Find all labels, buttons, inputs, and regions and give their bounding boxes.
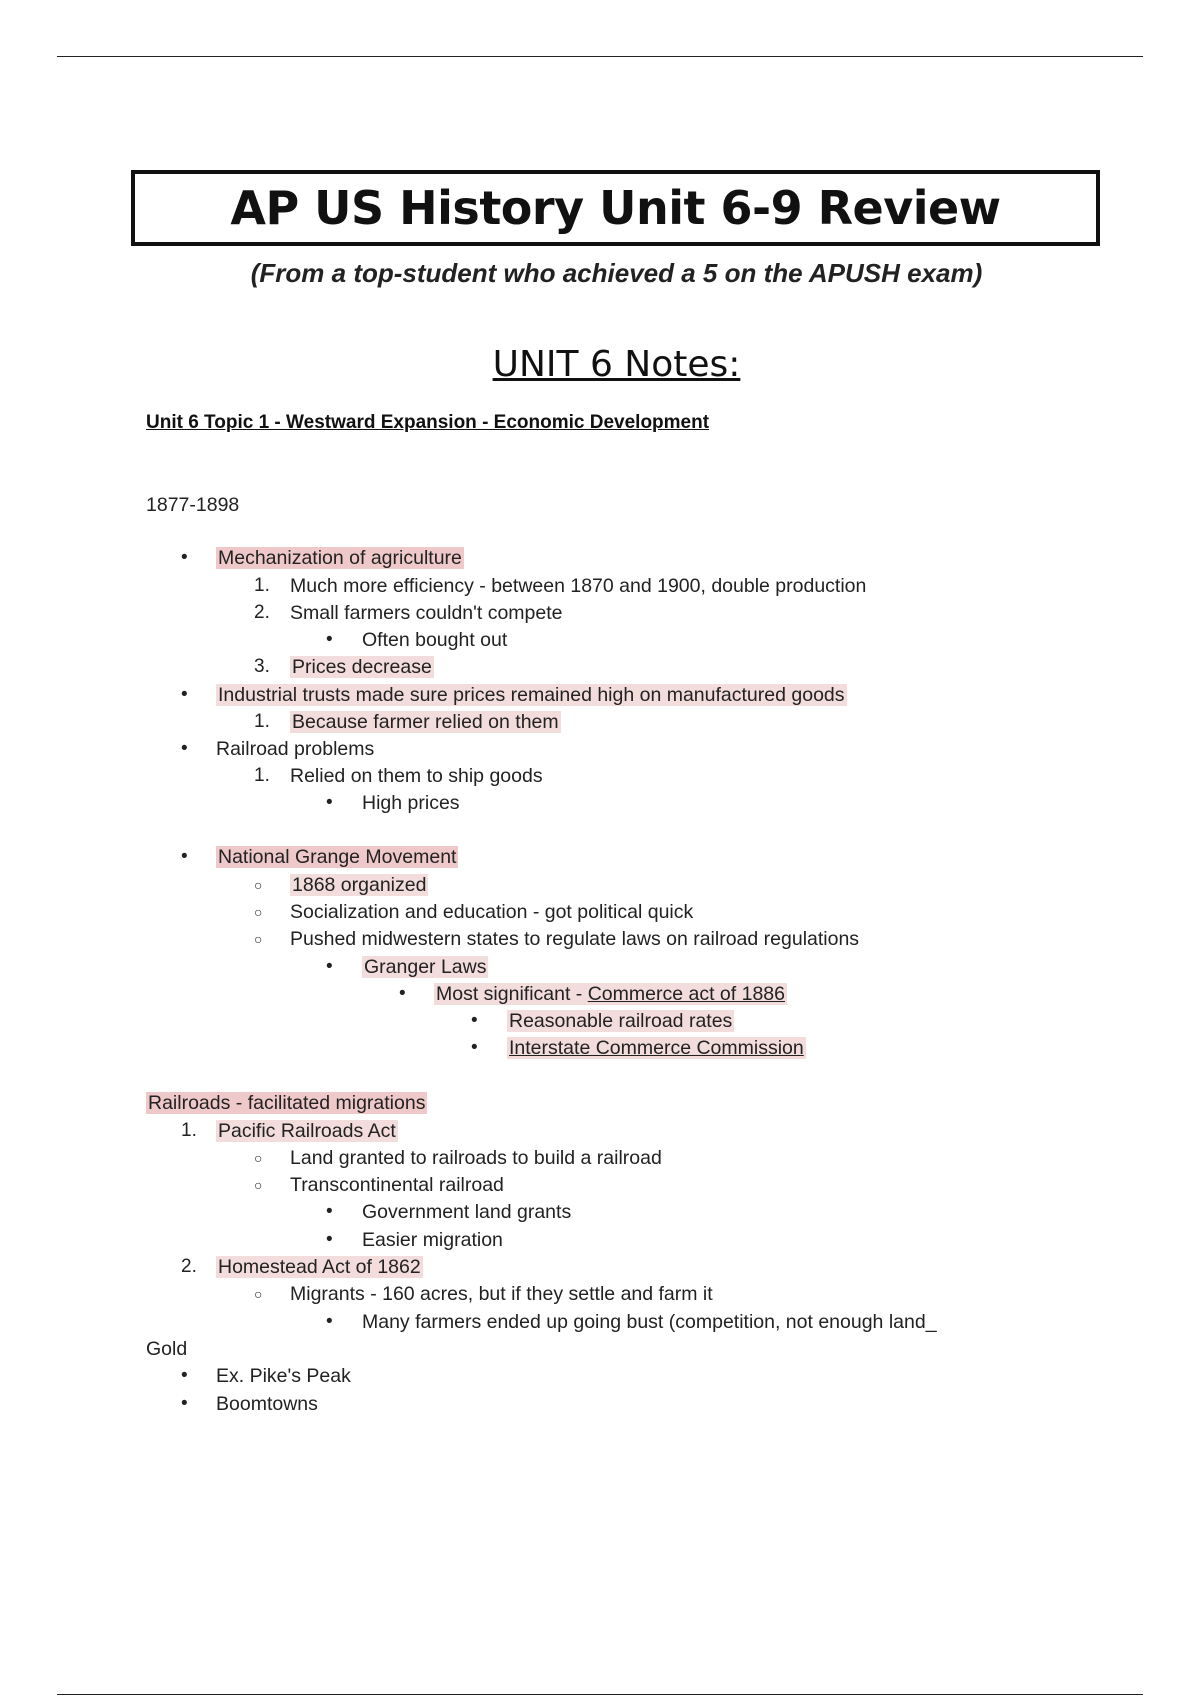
bullet-marker: • bbox=[326, 1229, 333, 1250]
gold-label: Gold bbox=[146, 1338, 188, 1360]
date-range: 1877-1898 bbox=[146, 494, 240, 516]
bullet-marker: • bbox=[326, 792, 333, 813]
railroads-label: Railroads - facilitated migrations bbox=[148, 1092, 426, 1114]
pacific-railroads-act: Pacific Railroads Act bbox=[218, 1120, 396, 1142]
bottom-rule bbox=[57, 1694, 1143, 1695]
bullet-marker: • bbox=[181, 684, 188, 705]
top-rule bbox=[57, 56, 1143, 57]
bullet-marker: • bbox=[326, 629, 333, 650]
granger-laws: Granger Laws bbox=[364, 956, 487, 978]
circle-marker: ○ bbox=[254, 1286, 263, 1302]
document-title: AP US History Unit 6-9 Review bbox=[230, 181, 1001, 235]
list-item: Small farmers couldn't compete bbox=[290, 602, 563, 624]
grange-label: National Grange Movement bbox=[218, 846, 457, 868]
list-item: Boomtowns bbox=[216, 1393, 318, 1415]
list-item: Pushed midwestern states to regulate laws on railroad regulations bbox=[290, 928, 860, 950]
list-item: Easier migration bbox=[362, 1229, 503, 1251]
number-marker: 1. bbox=[254, 711, 270, 732]
number-marker: 1. bbox=[181, 1120, 197, 1141]
bullet-marker: • bbox=[471, 1037, 478, 1058]
most-significant-prefix: Most significant - bbox=[436, 983, 588, 1005]
number-marker: 2. bbox=[181, 1256, 197, 1277]
bullet-marker: • bbox=[181, 1365, 188, 1386]
number-marker: 3. bbox=[254, 656, 270, 677]
title-box bbox=[131, 170, 1100, 246]
list-item: Transcontinental railroad bbox=[290, 1174, 504, 1196]
homestead-act: Homestead Act of 1862 bbox=[218, 1256, 421, 1278]
list-item: Many farmers ended up going bust (competition, not enough land_ bbox=[362, 1311, 937, 1333]
number-marker: 1. bbox=[254, 575, 270, 596]
subtitle: (From a top-student who achieved a 5 on the APUSH exam) bbox=[250, 258, 983, 288]
bullet-marker: • bbox=[326, 1201, 333, 1222]
bullet-marker: • bbox=[471, 1010, 478, 1031]
list-item: Migrants - 160 acres, but if they settle and farm it bbox=[290, 1283, 713, 1305]
railroad-problems-label: Railroad problems bbox=[216, 738, 375, 760]
number-marker: 1. bbox=[254, 765, 270, 786]
commerce-act: Commerce act of 1886 bbox=[587, 983, 785, 1005]
circle-marker: ○ bbox=[254, 931, 263, 947]
list-item: Socialization and education - got political quick bbox=[290, 901, 694, 923]
list-item: Reasonable railroad rates bbox=[509, 1010, 733, 1032]
bullet-marker: • bbox=[181, 1393, 188, 1414]
circle-marker: ○ bbox=[254, 877, 263, 893]
mechanization-label: Mechanization of agriculture bbox=[218, 547, 462, 569]
bullet-marker: • bbox=[181, 547, 188, 568]
list-item: Much more efficiency - between 1870 and 1900, double production bbox=[290, 575, 867, 597]
list-item: 1868 organized bbox=[292, 874, 427, 896]
circle-marker: ○ bbox=[254, 1177, 263, 1193]
unit-heading: UNIT 6 Notes: bbox=[492, 344, 741, 385]
bullet-marker: • bbox=[326, 1311, 333, 1332]
list-item: Prices decrease bbox=[292, 656, 432, 678]
bullet-marker: • bbox=[399, 983, 406, 1004]
trusts-label: Industrial trusts made sure prices remained high on manufactured goods bbox=[218, 684, 845, 706]
list-item: Land granted to railroads to build a railroad bbox=[290, 1147, 662, 1169]
bullet-marker: • bbox=[326, 956, 333, 977]
list-item: Relied on them to ship goods bbox=[290, 765, 543, 787]
list-item: Because farmer relied on them bbox=[292, 711, 559, 733]
list-item: High prices bbox=[362, 792, 460, 814]
list-item: Ex. Pike's Peak bbox=[216, 1365, 351, 1387]
circle-marker: ○ bbox=[254, 904, 263, 920]
bullet-marker: • bbox=[181, 846, 188, 867]
number-marker: 2. bbox=[254, 602, 270, 623]
topic-heading: Unit 6 Topic 1 - Westward Expansion - Economic Development bbox=[146, 412, 710, 433]
list-item: Government land grants bbox=[362, 1201, 572, 1223]
list-item: Interstate Commerce Commission bbox=[509, 1037, 804, 1059]
circle-marker: ○ bbox=[254, 1150, 263, 1166]
bullet-marker: • bbox=[181, 738, 188, 759]
list-item: Often bought out bbox=[362, 629, 508, 651]
